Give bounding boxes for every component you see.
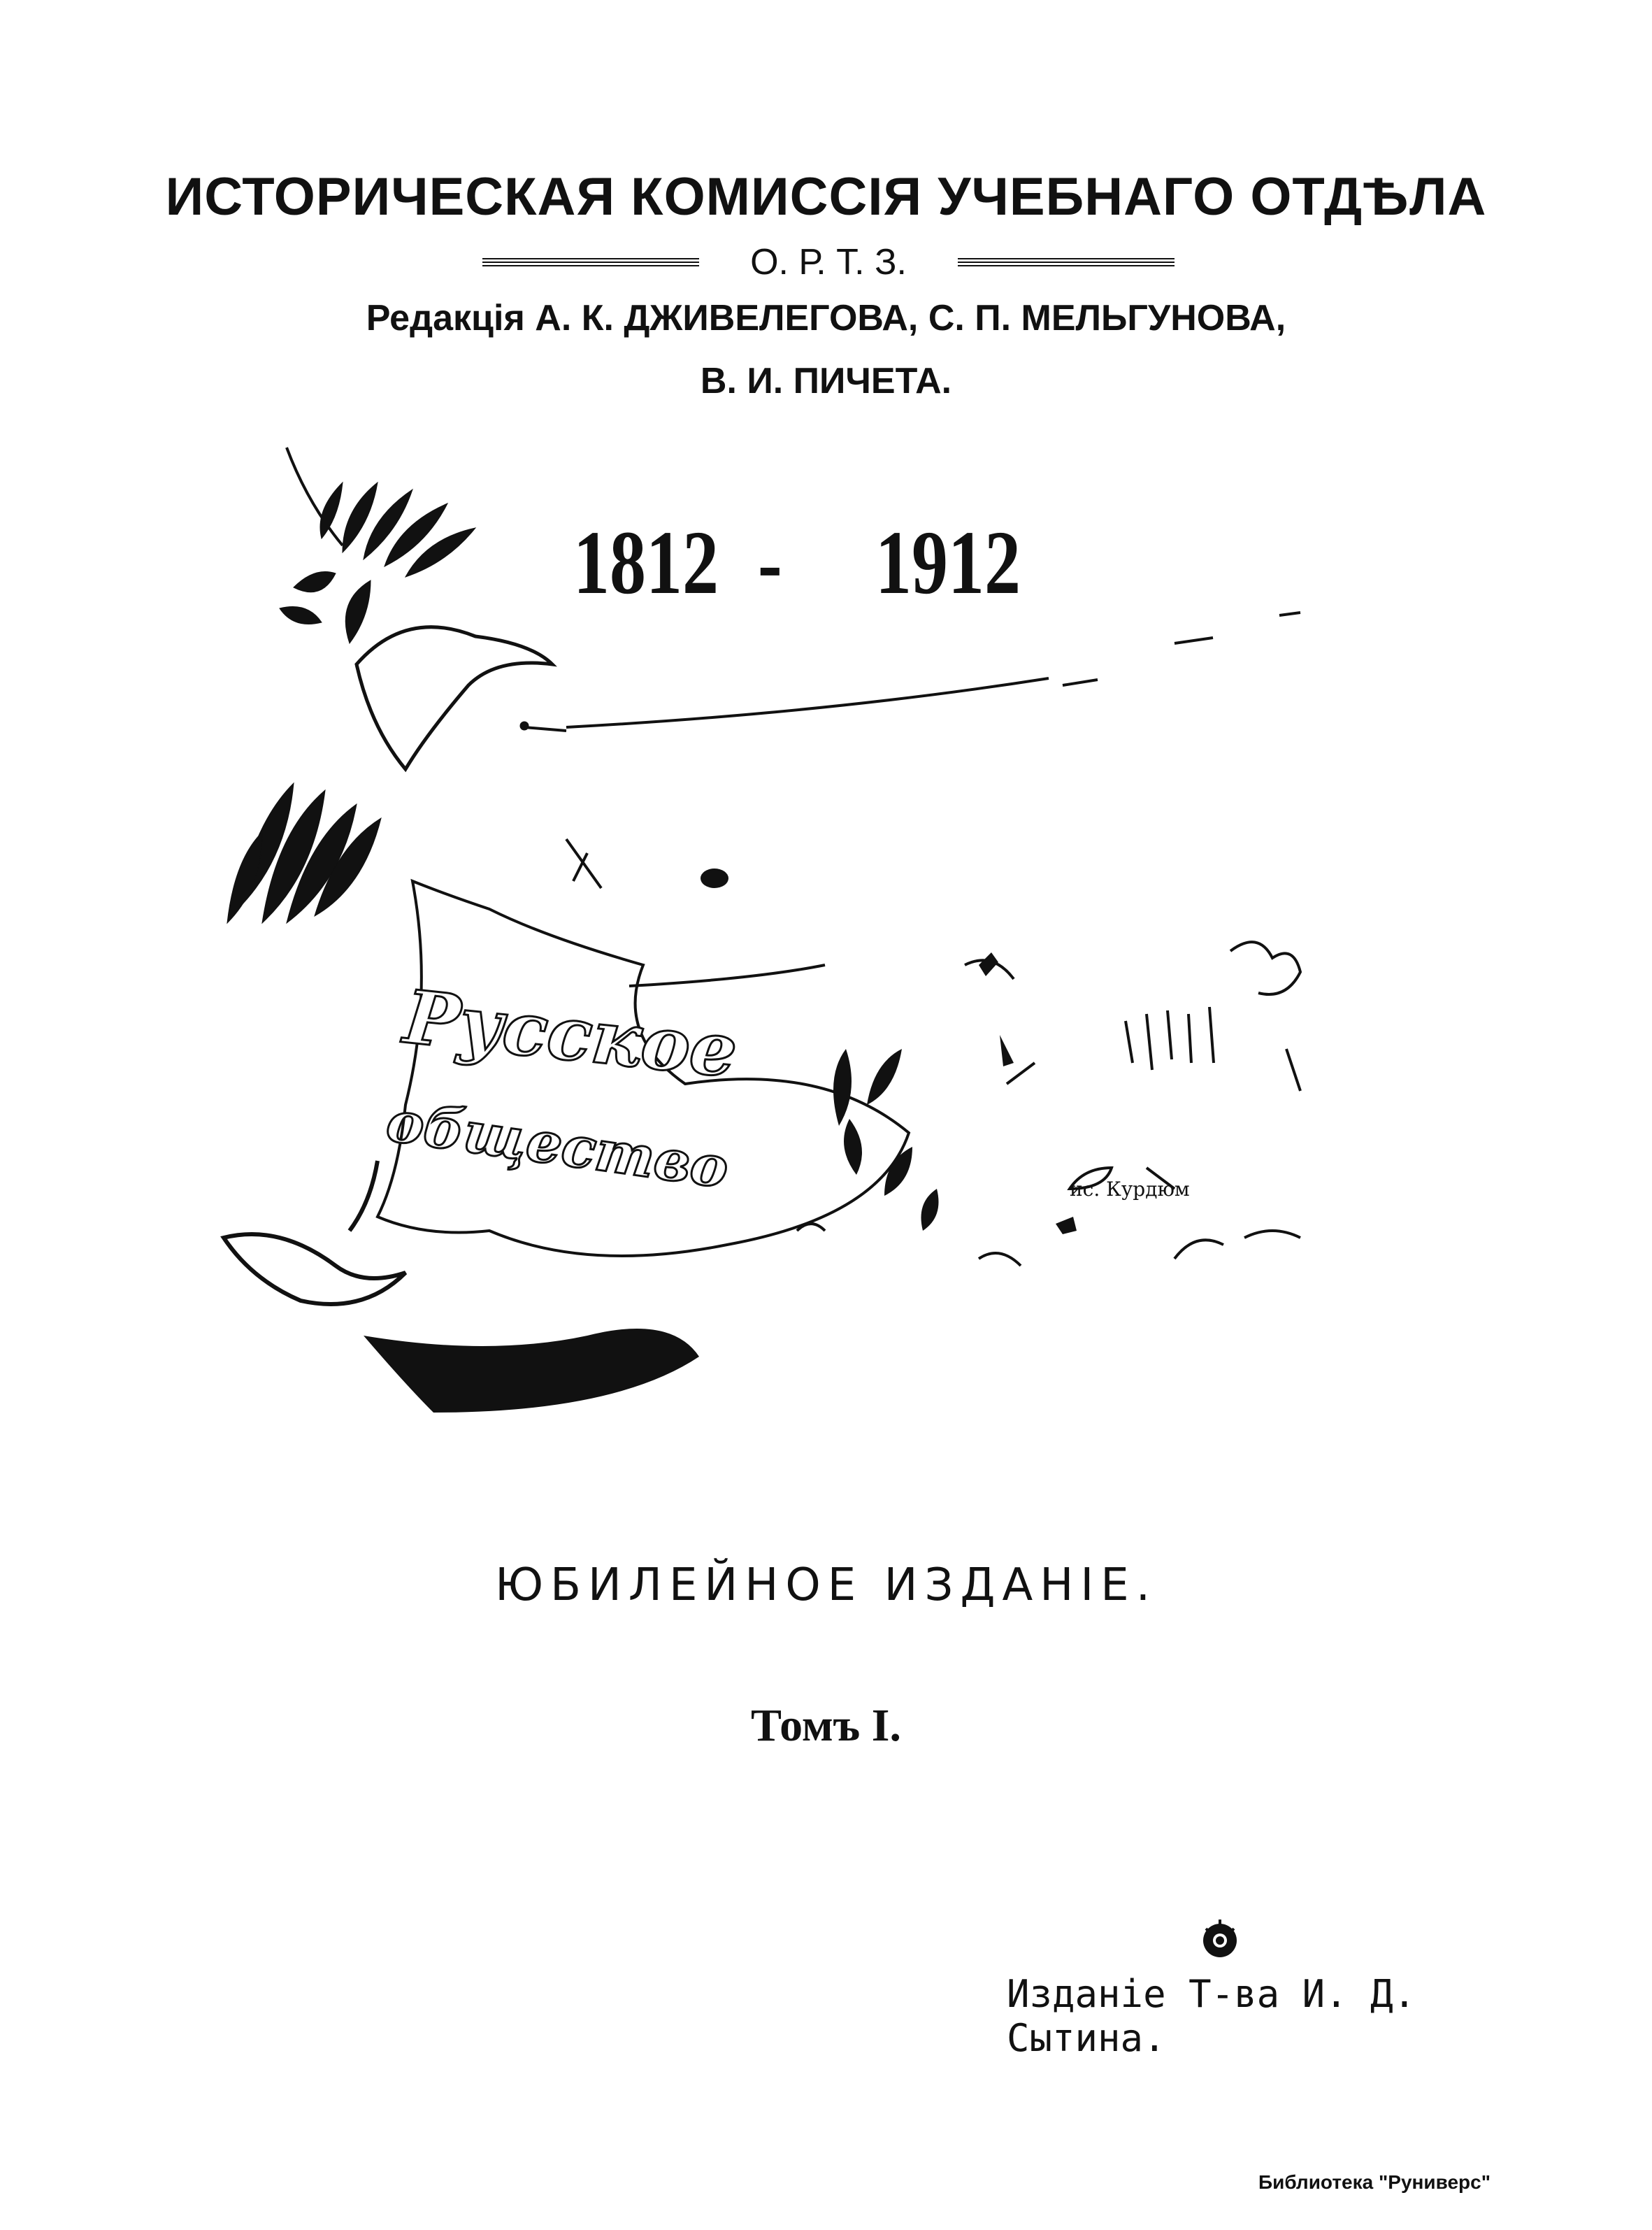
- right-double-rule: [958, 258, 1175, 268]
- org-line: [482, 241, 1175, 283]
- year-dash: -: [758, 513, 782, 613]
- edition-label: ЮБИЛЕЙНОЕ ИЗДАНІЕ.: [494, 1559, 1158, 1611]
- volume-label: Томъ I.: [751, 1700, 901, 1751]
- eagle-banner-illustration: [196, 434, 1349, 1448]
- left-double-rule: [482, 258, 699, 268]
- publisher-imprint: Изданіе Т-ва И. Д. Сытина.: [1007, 1972, 1416, 2060]
- year-start: 1812: [573, 513, 719, 613]
- eagle-icon: [227, 448, 566, 923]
- commission-title: ИСТОРИЧЕСКАЯ КОМИССІЯ УЧЕБНАГО ОТДѢЛА: [165, 167, 1487, 227]
- banner-text-line2: общество: [382, 1087, 733, 1201]
- banner-text-line1: Русское: [400, 973, 742, 1094]
- year-end: 1912: [875, 513, 1021, 613]
- artist-signature: ис. Курдюм: [1070, 1178, 1190, 1201]
- editors-line-2: В. И. ПИЧЕТА.: [700, 361, 952, 401]
- library-watermark: Библиотека "Руниверс": [1258, 2171, 1491, 2193]
- editors-line-1: Редакція А. К. ДЖИВЕЛЕГОВА, С. П. МЕЛЬГУНОВА,: [366, 298, 1286, 338]
- double-headed-eagle-icon: [1195, 1916, 1244, 1965]
- org-abbreviation: О. Р. Т. З.: [750, 242, 907, 283]
